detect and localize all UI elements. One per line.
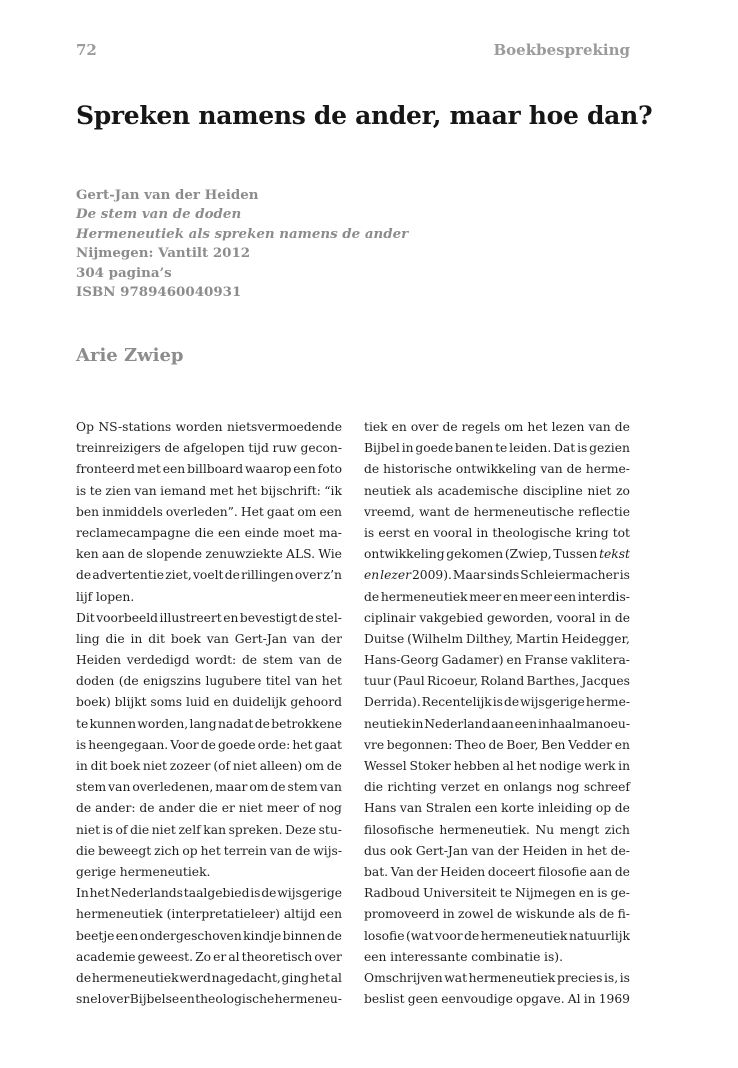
body-column-right [364, 417, 630, 1010]
body-text-line: de hermeneutiek werd nagedacht, ging het al [76, 970, 342, 985]
body-text-line: is heengegaan. Voor de goede orde: het gaat [76, 737, 342, 752]
page-number: 72 [76, 41, 97, 59]
body-text-line: tiek en over de regels om het lezen van de [364, 420, 630, 434]
body-text-line: In het Nederlands taalgebied is de wijsgerige [76, 886, 342, 901]
body-text-line: lijf lopen. [76, 589, 135, 604]
body-text-line: Hans-Georg Gadamer) en Franse vaklitera- [364, 653, 630, 668]
body-text-line: hermeneutiek (interpretatieleer) altijd een [76, 907, 342, 922]
body-text-line: Omschrijven wat hermeneutiek precies is, is [364, 970, 630, 985]
article-title: Spreken namens de ander, maar hoe dan? [76, 101, 653, 130]
body-text-line: academie geweest. Zo er al theoretisch over [76, 949, 342, 964]
body-column-left [76, 417, 342, 1010]
body-text-line: een interessante combinatie is). [364, 949, 563, 964]
body-text-line: Bijbel in goede banen te leiden. Dat is gezien [364, 441, 630, 456]
body-text-line: treinreizigers de afgelopen tijd ruw gecon- [76, 441, 342, 456]
body-text-line: tuur (Paul Ricoeur, Roland Barthes, Jacques [364, 674, 630, 689]
body-text-line: de historische ontwikkeling van de herme- [364, 462, 630, 477]
body-text-line: ben inmiddels overleden”. Het gaat om een [76, 504, 342, 519]
book-publisher: Nijmegen: Vantilt 2012 [76, 245, 251, 262]
body-text-line: losofie (wat voor de hermeneutiek natuurlijk [364, 928, 630, 943]
book-isbn: ISBN 9789460040931 [76, 283, 242, 300]
body-text-line: promoveerd in zowel de wiskunde als de fi- [364, 907, 630, 922]
body-text-line: die beweegt zich op het terrein van de wijs- [76, 843, 342, 858]
reviewer-name: Arie Zwiep [76, 345, 184, 366]
body-text-line: bat. Van der Heiden doceert filosofie aan de [364, 864, 630, 879]
body-text-line: de ander: de ander die er niet meer of nog [76, 801, 342, 816]
body-text-line: Hans van Stralen een korte inleiding op de [364, 801, 630, 816]
body-text-line: ken aan de slopende zenuwziekte ALS. Wie [76, 547, 342, 562]
body-text-line: neutiek in Nederland aan een inhaalmanoeu- [364, 716, 630, 731]
body-text-line: Op NS-stations worden nietsvermoedende [76, 420, 342, 434]
body-text-line: filosofische hermeneutiek. Nu mengt zich [364, 822, 630, 837]
bibliographic-info [76, 186, 408, 302]
body-text-line: Radboud Universiteit te Nijmegen en is ge- [364, 886, 630, 901]
body-text-line: vre begonnen: Theo de Boer, Ben Vedder en [364, 737, 630, 752]
body-text-line: boek) blijkt soms luid en duidelijk gehoord [76, 695, 342, 710]
body-text-line: de hermeneutiek meer en meer een interdis- [364, 589, 630, 604]
body-text-line: beetje een ondergeschoven kindje binnen de [76, 928, 342, 943]
body-text-line: Dit voorbeeld illustreert en bevestigt de stel- [76, 610, 342, 625]
book-author: Gert-Jan van der Heiden [76, 187, 259, 203]
body-text-line: is eerst en vooral in theologische kring tot [364, 525, 630, 540]
body-text-line: Derrida). Recentelijk is de wijsgerige herme- [364, 695, 630, 710]
body-text-line: en lezer 2009). Maar sinds Schleiermacher is [364, 568, 630, 583]
body-text-line: Heiden verdedigd wordt: de stem van de [76, 653, 342, 668]
body-text-line: gerige hermeneutiek. [76, 864, 211, 879]
book-pages: 304 pagina’s [76, 264, 172, 281]
body-text-line: te kunnen worden, lang nadat de betrokkene [76, 716, 342, 731]
body-text-line: Wessel Stoker hebben al het nodige werk in [364, 759, 630, 773]
body-text-line: stem van overledenen, maar om de stem van [76, 780, 342, 795]
body-text-line: ling die in dit boek van Gert-Jan van der [76, 631, 342, 646]
body-text-line: ciplinair vakgebied geworden, vooral in de [364, 610, 630, 625]
body-text-line: vreemd, want de hermeneutische reflectie [364, 504, 630, 519]
running-head: Boekbespreking [493, 41, 630, 59]
book-title: De stem van de doden [76, 206, 242, 223]
body-text-line: doden (de enigszins lugubere titel van het [76, 674, 342, 689]
body-text-line: dus ook Gert-Jan van der Heiden in het de- [364, 843, 630, 858]
body-text-line: reclamecampagne die een einde moet ma- [76, 525, 342, 540]
body-text-line: de advertentie ziet, voelt de rillingen over z’n [76, 568, 342, 583]
body-text-line: snel over Bijbelse en theologische hermeneu- [76, 992, 342, 1007]
body-text-line: is te zien van iemand met het bijschrift: “ik [76, 483, 342, 498]
body-text-line: in dit boek niet zozeer (of niet alleen) om de [76, 759, 342, 773]
body-text-line: ontwikkeling gekomen (Zwiep, Tussen tekst [364, 547, 630, 562]
body-text-line: Duitse (Wilhelm Dilthey, Martin Heidegger, [364, 631, 630, 646]
body-text-line: die richting verzet en onlangs nog schreef [364, 780, 630, 795]
body-text-line: niet is of die niet zelf kan spreken. Deze stu- [76, 822, 342, 837]
body-text-line: fronteerd met een billboard waarop een foto [76, 462, 342, 477]
body-text-line: beslist geen eenvoudige opgave. Al in 1969 [364, 992, 630, 1007]
book-subtitle: Hermeneutiek als spreken namens de ander [76, 225, 409, 242]
body-text-line: neutiek als academische discipline niet zo [364, 483, 630, 498]
